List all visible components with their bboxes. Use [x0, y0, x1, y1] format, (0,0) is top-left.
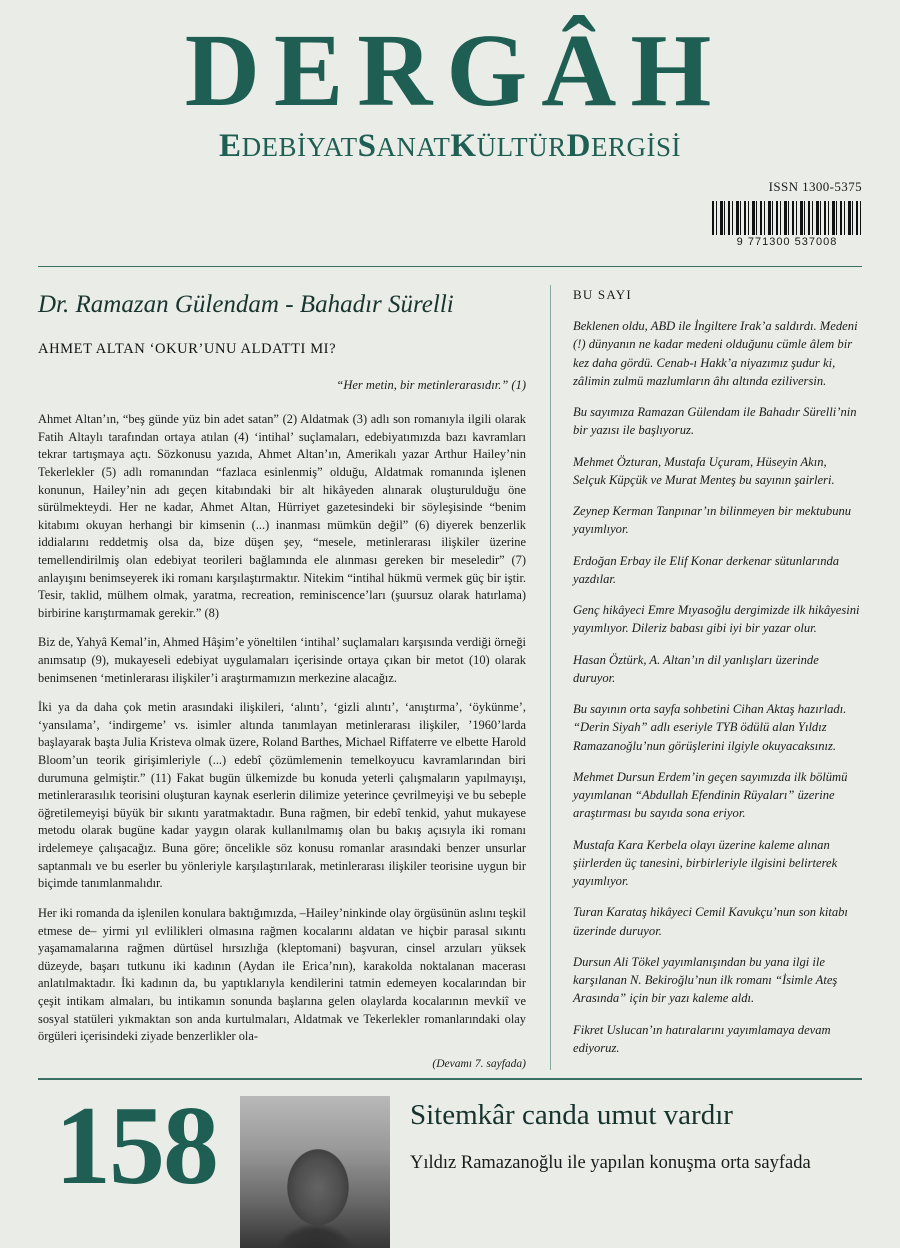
subtitle-part-3: KÜLTÜR [450, 128, 567, 165]
issue-contents-heading: BU SAYI [573, 287, 632, 303]
article-epigraph: “Her metin, bir metinlerarasıdır.” (1) [336, 378, 526, 393]
feature-title: Sitemkâr canda umut vardır [410, 1099, 733, 1132]
list-item: Zeynep Kerman Tanpınar’ın bilinmeyen bir mektubunu yayımlıyor. [573, 504, 852, 537]
article-paragraph: Ahmet Altan’ın, “beş günde yüz bin adet satan” (2) Aldatmak (3) adlı son romanıyla ilgili olarak Fatih Altaylı tarafından ortaya atılan (4) ‘intihal’ suçlamaları, edebiyatımızda bazı kavramları tekrar tartışmaya açtı. Sözkonusu yazıda, Ahmet Altan’ın, Amerikalı yazar Arthur Hailey’nin Tekerlekler (5) adlı romanından “fazlaca esinlenmiş” olduğu, Aldatmak romanında işlenen konunun, Hailey’nin adı geçen kitabındaki bir alt hikâyeden alınarak oluşturulduğu öne sürülmekteydi. Her ne kadar, Ahmet Altan, Hürriyet gazetesindeki bir söyleşisinde “benim kitabımı okuyan herhangi bir kimsenin (...) inanması mümkün değil” (6) diyerek benzerlik iddialarını reddetmiş olsa da, bize düşen şey, “mesele, metinlerarası ilişkiler üzerine temellendirilmiş olan edebiyat teorileri bağlamında ele alınması gereken bir meseledir” (7) anlayışını benimseyerek iki romanı karşılaştırmaktır. Nitekim “intihal hükmü vermek güç bir iştir. Tesir, taklid, mülhem olmak, yaratma, recreation, reminiscence’ları (şuursuz olarak hatırlama) birbirine karıştırmamak gerekir.” (8) [38, 412, 526, 620]
list-item: Bu sayının orta sayfa sohbetini Cihan Aktaş hazırladı. “Derin Siyah” adlı eseriyle TYB ödülü alan Yıldız Ramazanoğlu’nun görüşlerini ilgiyle okuyacaksınız. [573, 702, 847, 753]
magazine-logo: DERGÂH [184, 13, 726, 128]
subtitle-part-2: SANAT [357, 128, 451, 165]
article-paragraph: İki ya da daha çok metin arasındaki ilişkileri, ‘alıntı’, ‘gizli alıntı’, ‘anıştırma’, ‘öykünme’, ‘yansılama’, ‘indirgeme’ vs. isimler altında tanımlayan metinlerarası ilişkiler, ’1960’larda başlayarak başta Julia Kristeva olmak üzere, Roland Barthes, Michael Riffaterre ve elbette Harold Bloom’un teorik girişimleriyle (...) edebî çözümlemenin temelkoyucu kavramlarından biri durumuna gelmiştir.” (11) Fakat bugün ülkemizde bu konuda yeterli çalışmaların yapılmayışı, metinlerarasılık teorisini oluşturan kaynak eserlerin dilimize yeterince çevrilmeyişi ve bu sebeple öğretilemeyişi büyük bir sıkıntı yaratmaktadır. Buna rağmen, bir edebî tenkid, yahut mukayese metodu olarak bugüne kadar yaygın olarak kullanılmamış olan bu bakış açısıyla iki romanı irdelemeye çalışacağız. Buna göre; öncelikle söz konusu romanlar arasındaki benzer unsurlar saptanmalı ve bu eserler bu yönleriyle karşılaştırılarak, metinlerarası ilişkiler teorisine uygun bir biçimde tanımlanmalıdır. [38, 700, 526, 891]
issue-contents-column [550, 285, 862, 1070]
article-paragraph: Biz de, Yahyâ Kemal’in, Ahmed Hâşim’e yöneltilen ‘intihal’ suçlamaları karşısında verdiği örneği anımsatıp (9), mukayeseli edebiyat uygulamaları içerisinde ortaya çıkan bir metot (10) olarak benimsenen ‘metinlerarası ilişkiler’i araştırmamızın merkezine alacağız. [38, 635, 526, 685]
list-item: Mehmet Dursun Erdem’in geçen sayımızda ilk bölümü yayımlanan “Abdullah Efendinin Rüyaları” üzerine araştırması bu sayıda sona eriyor. [573, 769, 848, 821]
article-title: AHMET ALTAN ‘OKUR’UNU ALDATTI MI? [38, 341, 337, 358]
list-item: Bu sayımıza Ramazan Gülendam ile Bahadır Sürelli’nin bir yazısı ile başlıyoruz. [573, 405, 857, 438]
header-divider [38, 266, 862, 267]
barcode-bars [712, 201, 862, 235]
footer-text-block [410, 1090, 862, 1176]
list-item: Mustafa Kara Kerbela olayı üzerine kaleme alınan şiirlerden üç tanesini, birbirleriyle ilgisini belirterek yayımlıyor. [573, 837, 838, 889]
list-item: Mehmet Özturan, Mustafa Uçuram, Hüseyin Akın, Selçuk Küpçük ve Murat Menteş bu sayının şairleri. [573, 454, 835, 487]
list-item: Turan Karataş hikâyeci Cemil Kavukçu’nun son kitabı üzerinde duruyor. [573, 905, 848, 938]
list-item: Dursun Ali Tökel yayımlanışından bu yana ilgi ile karşılanan N. Bekiroğlu’nun ilk romanı “İsimle Ateş Arasında” için bir yazı kaleme aldı. [573, 954, 838, 1006]
list-item: Hasan Öztürk, A. Altan’ın dil yanlışları üzerinde duruyor. [573, 652, 819, 685]
list-item: Beklenen oldu, ABD ile İngiltere Irak’a saldırdı. Medeni (!) dünyanın ne kadar medeni olduğunu cümle âlem bir kez daha gördü. Cenab-ı Hakk’a niyazımız şudur ki, zâlimin zulmü mazlumların âhı altında eziliversin. [573, 319, 858, 388]
list-item: Genç hikâyeci Emre Mıyasoğlu dergimizde ilk hikâyesini yayımlıyor. Dileriz babası gibi iyi bir yazar olur. [573, 603, 860, 636]
barcode-digits: 9 771300 537008 [736, 236, 838, 249]
footer-feature [38, 1084, 862, 1248]
subtitle-part-4: DERGİSİ [566, 128, 681, 165]
masthead [38, 0, 862, 250]
portrait-photo [240, 1096, 390, 1248]
main-article-column [38, 285, 550, 1070]
footer-divider [38, 1078, 862, 1080]
article-byline: Dr. Ramazan Gülendam - Bahadır Sürelli [38, 291, 454, 319]
feature-subtitle: Yıldız Ramazanoğlu ile yapılan konuşma orta sayfada [410, 1153, 811, 1174]
magazine-subtitle [38, 128, 862, 165]
issn-block [38, 179, 862, 250]
issue-number: 158 [55, 1084, 217, 1209]
issn-text: ISSN 1300-5375 [768, 179, 862, 195]
continued-note: (Devamı 7. sayfada) [432, 1057, 526, 1070]
content-columns [38, 285, 862, 1070]
subtitle-part-1: EDEBİYAT [219, 128, 358, 165]
list-item: Erdoğan Erbay ile Elif Konar derkenar sütunlarında yazdılar. [573, 553, 840, 586]
article-paragraph: Her iki romanda da işlenilen konulara baktığımızda, –Hailey’ninkinde olay örgüsünün aslını teşkil etmese de– yirmi yıl evlilikleri olmasına rağmen kocalarını aldatan ve hiçbir parasal sıkıntı yaşamamalarına rağmen dürtüsel hırsızlığa (kleptomani) başvuran, cinsel arzuları yüksek düzeyde, başarı tutkunu iki kadının (Aydan ile Erica’nın), karakolda noktalanan macerası anlatılmaktadır. İki kadının da, bu yaptıklarıyla kendilerini tatmin edemeyen kocalarından bir çeşit intikam almaları, bu intikamın sonunda başlarına gelen olaylarda kocalarının mevkiî ve sosyal statüleri yıkmaktan son anda kurtulmaları, Aldatmak ve Tekerlekler romanlarındaki olay örgüleri içerisindeki ziyade benzerlikler ola- [38, 905, 526, 1044]
barcode [712, 201, 862, 248]
list-item: Fikret Uslucan’ın hatıralarını yayımlamaya devam ediyoruz. [573, 1022, 831, 1055]
